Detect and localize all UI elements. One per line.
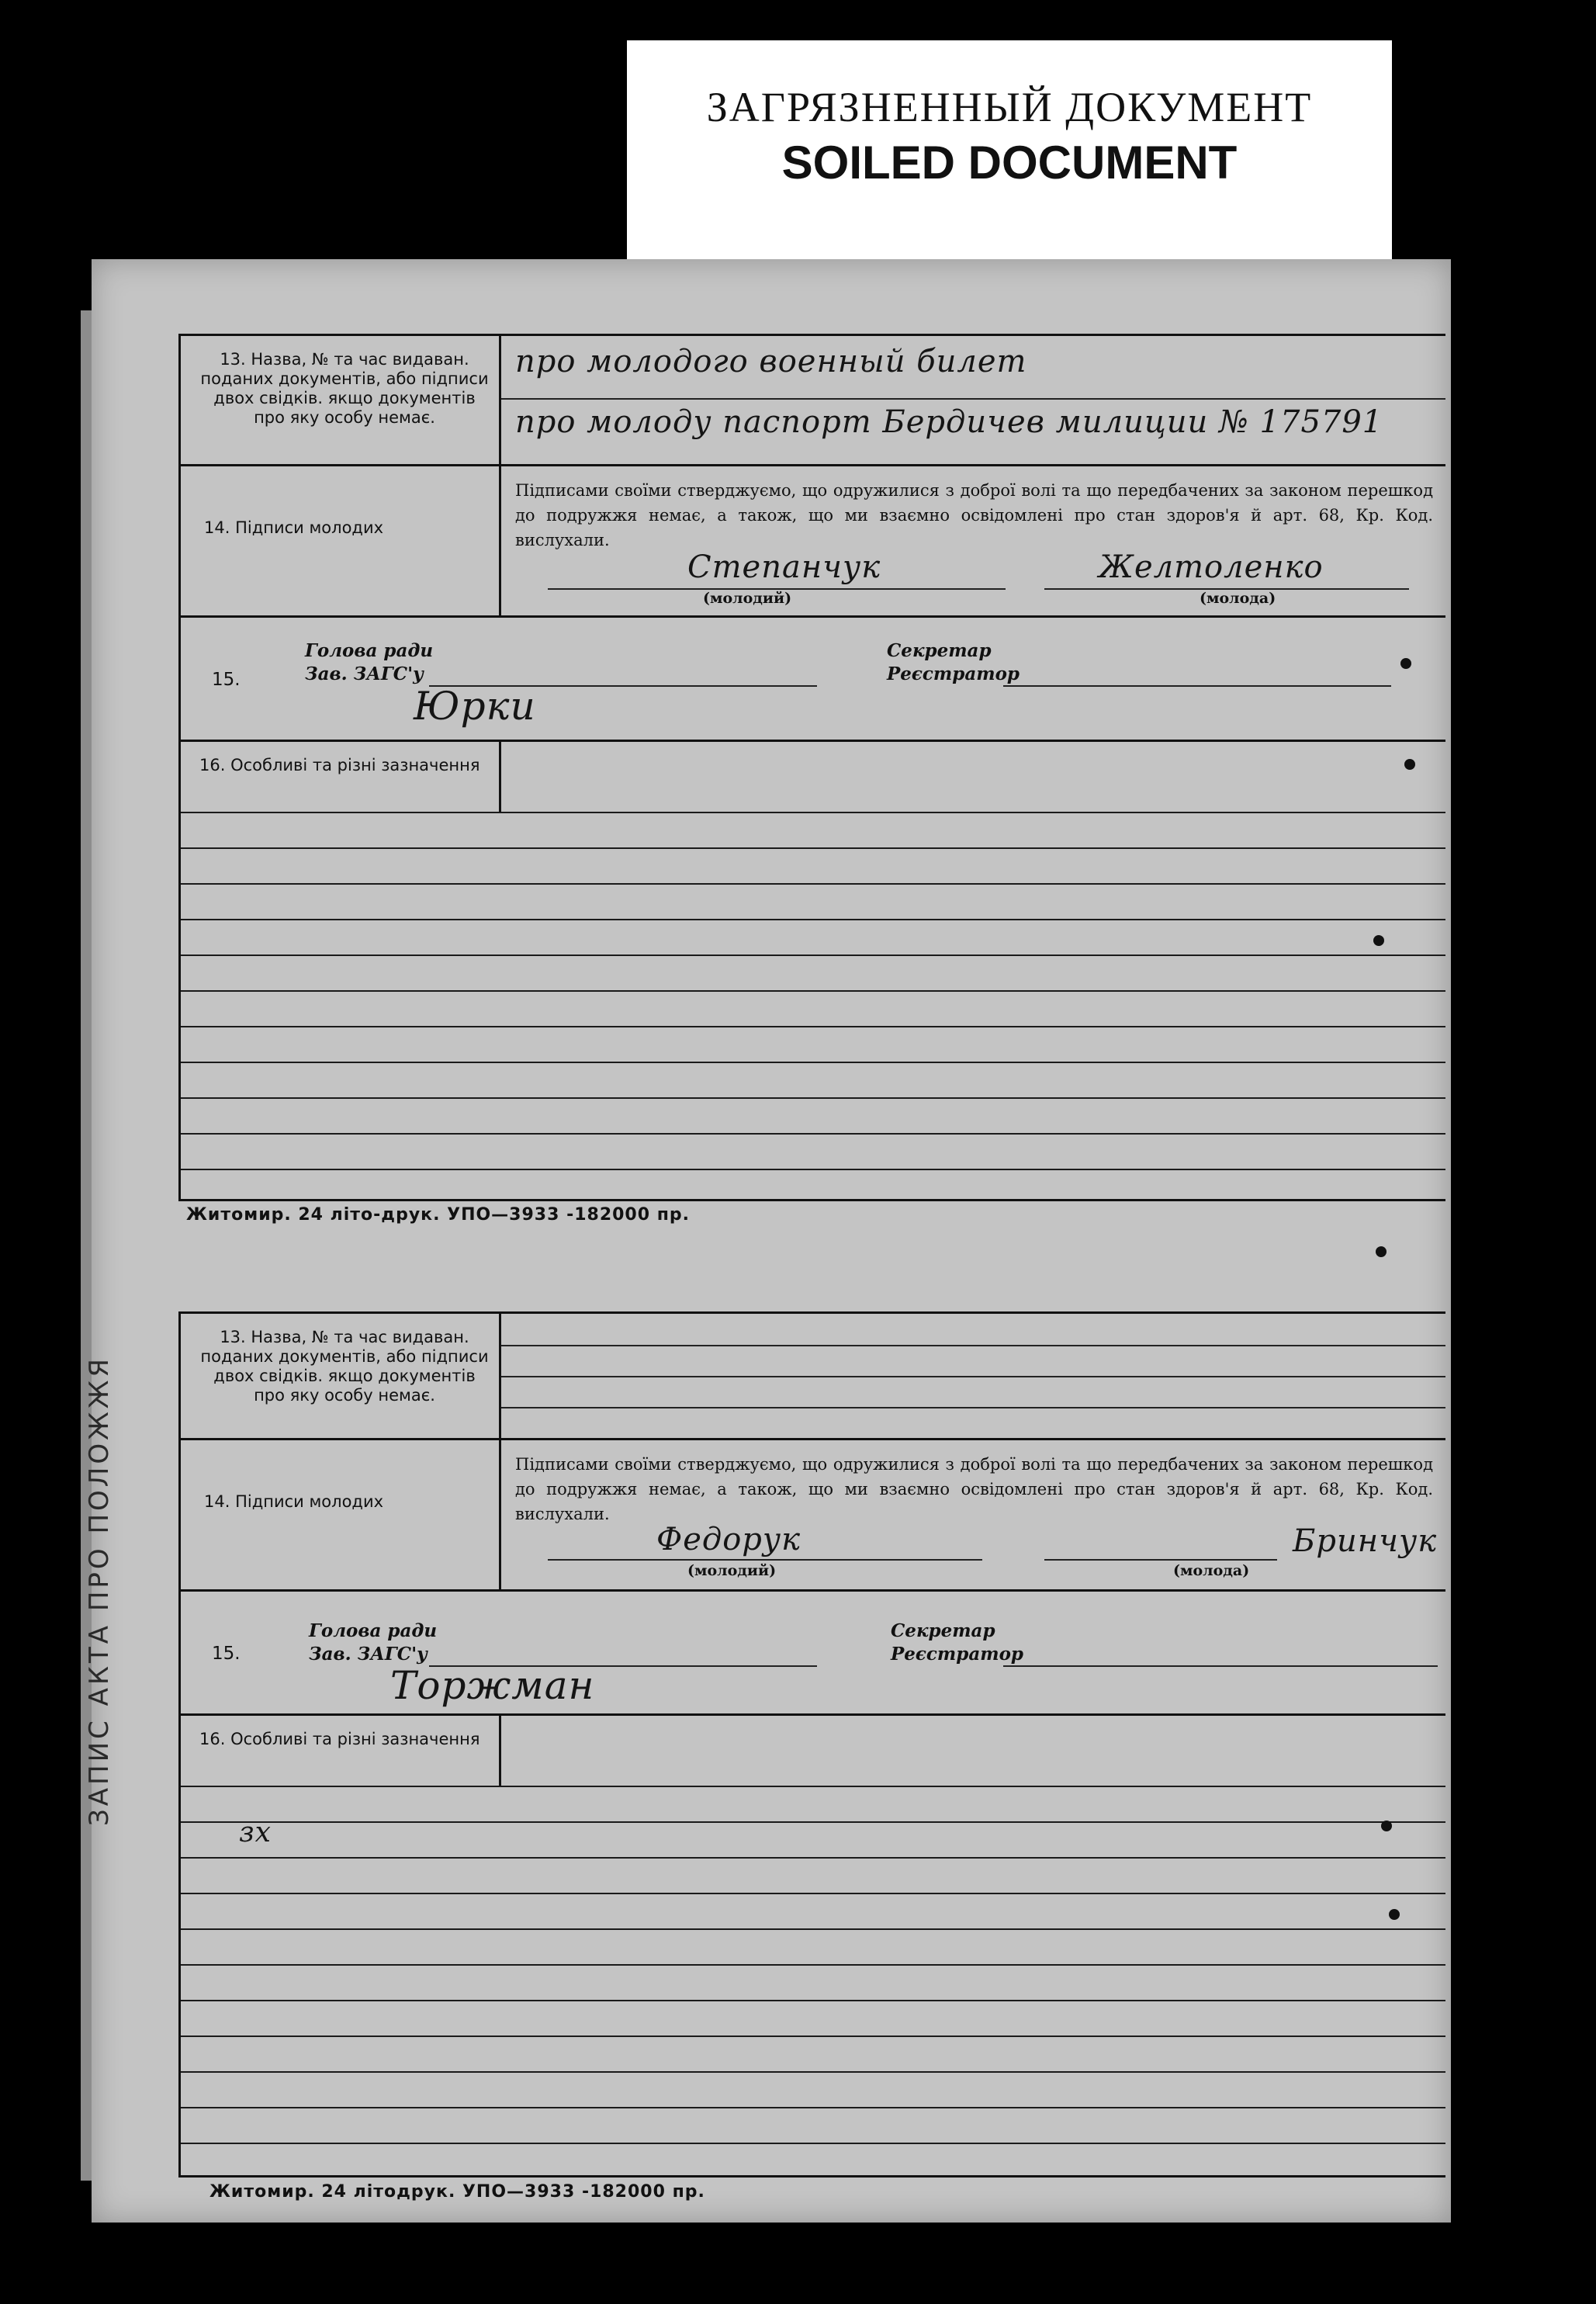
secretary-label: Секретар (887, 640, 992, 661)
secretary-label: Секретар (891, 1620, 995, 1641)
row-15 (181, 615, 1445, 740)
attestation-text: Підписами своїми стверджуємо, що одружилися з доброї волі та що передбачених за законом перешкод до подружжя немає, а також, що ми взаємно освідомлені про стан здоров'я й арт. 68, Кр. Код. вислухали. (515, 1455, 1433, 1523)
rule-line (181, 919, 1445, 920)
bride-caption: (молода) (1173, 1562, 1250, 1579)
row-14 (181, 464, 1445, 618)
rule-line (181, 1133, 1445, 1135)
secretary-signature-line (1003, 1665, 1438, 1667)
field-16-label: 16. Особливі та різні зазначення (199, 756, 480, 774)
bride-signature: Желтоленко (1099, 549, 1324, 585)
groom-signature: Степанчук (687, 549, 881, 585)
printer-imprint-2: Житомир. 24 літодрук. УПО—3933 -182000 пр. (209, 2182, 705, 2202)
rule-line (181, 955, 1445, 956)
field-16-divider (499, 1716, 501, 1786)
registrar-label: Реєстратор (891, 1644, 1024, 1665)
secretary-signature-line (1003, 685, 1391, 687)
groom-caption: (молодий) (687, 1562, 777, 1579)
row-16 (181, 1713, 1445, 2178)
row-15 (181, 1589, 1445, 1713)
rule-line (501, 1407, 1445, 1408)
bride-signature-line (1044, 1559, 1277, 1561)
head-label: Голова ради (309, 1620, 438, 1641)
rule-line (181, 1026, 1445, 1027)
rule-line (181, 1821, 1445, 1823)
field-13-value (501, 1314, 1445, 1438)
punch-hole (1373, 935, 1384, 946)
label-english: SOILED DOCUMENT (781, 137, 1238, 189)
rule-line (181, 2143, 1445, 2144)
label-russian: ЗАГРЯЗНЕННЫЙ ДОКУМЕНТ (706, 84, 1313, 130)
rule-line (181, 1964, 1445, 1966)
rule-line (181, 990, 1445, 992)
attestation-text: Підписами своїми стверджуємо, що одружилися з доброї волі та що передбачених за законом перешкод до подружжя немає, а також, що ми взаємно освідомлені про стан здоров'я й арт. 68, Кр. Код. вислухали. (515, 481, 1433, 549)
spine-text: ЗАПИС АКТА ПРО ПОЛОЖЖЯ (84, 1356, 115, 1827)
zags-label: Зав. ЗАГС'у (309, 1644, 428, 1665)
official-signature: Торжман (390, 1663, 595, 1708)
field-15-number: 15. (212, 670, 241, 690)
field-14-value (501, 1438, 1445, 1589)
rule-line (181, 847, 1445, 849)
handwritten-document-line-1: про молодого военный билет (515, 344, 1027, 379)
bride-signature: Бринчук (1293, 1523, 1438, 1559)
row-14 (181, 1438, 1445, 1592)
punch-hole (1400, 658, 1411, 669)
groom-signature: Федорук (656, 1522, 801, 1557)
rule-line (181, 1169, 1445, 1170)
marriage-record-1 (178, 334, 1445, 1201)
rule-line (181, 2107, 1445, 2108)
field-14-label: 14. Підписи молодих (181, 1438, 501, 1589)
punch-hole (1404, 759, 1415, 770)
rule-line (181, 1062, 1445, 1063)
field-13-label: 13. Назва, № та час видаван. поданих документів, або підписи двох свідків. якщо документів про яку особу немає. (181, 336, 501, 464)
rule-line (181, 1857, 1445, 1859)
head-label: Голова ради (305, 640, 434, 661)
rule-line (181, 2000, 1445, 2001)
row-16 (181, 740, 1445, 1200)
groom-signature-line (548, 1559, 982, 1561)
marriage-record-2 (178, 1311, 1445, 2178)
rule-line (181, 1097, 1445, 1099)
field-14-label: 14. Підписи молодих (181, 464, 501, 615)
rule-line (501, 1376, 1445, 1377)
rule-line (181, 1928, 1445, 1930)
rule-line (181, 2071, 1445, 2073)
printer-imprint-1: Житомир. 24 літо-друк. УПО—3933 -182000 пр. (186, 1205, 691, 1225)
field-15-number: 15. (212, 1644, 241, 1664)
rule-line (181, 812, 1445, 813)
rule-line (501, 1345, 1445, 1346)
field-13-value (501, 336, 1445, 464)
bride-caption: (молода) (1200, 590, 1276, 607)
groom-caption: (молодий) (703, 590, 792, 607)
handwritten-note: зх (239, 1817, 272, 1848)
zags-label: Зав. ЗАГС'у (305, 663, 424, 684)
field-16-label: 16. Особливі та різні зазначення (199, 1730, 480, 1748)
field-14-value (501, 464, 1445, 615)
punch-hole (1376, 1246, 1387, 1257)
row-13 (181, 1314, 1445, 1440)
rule-line (181, 1786, 1445, 1787)
rule-line (181, 883, 1445, 885)
punch-hole (1389, 1909, 1400, 1920)
field-16-divider (499, 742, 501, 812)
registrar-label: Реєстратор (887, 663, 1020, 684)
punch-hole (1381, 1821, 1392, 1831)
soiled-document-label (627, 40, 1392, 262)
official-signature: Юрки (414, 684, 536, 729)
row-13 (181, 336, 1445, 466)
field-13-label: 13. Назва, № та час видаван. поданих документів, або підписи двох свідків. якщо документів про яку особу немає. (181, 1314, 501, 1438)
rule-line (181, 1893, 1445, 1894)
rule-line (501, 398, 1445, 400)
handwritten-document-line-2: про молоду паспорт Бердичев милиции № 175791 (515, 404, 1383, 440)
rule-line (181, 2035, 1445, 2037)
